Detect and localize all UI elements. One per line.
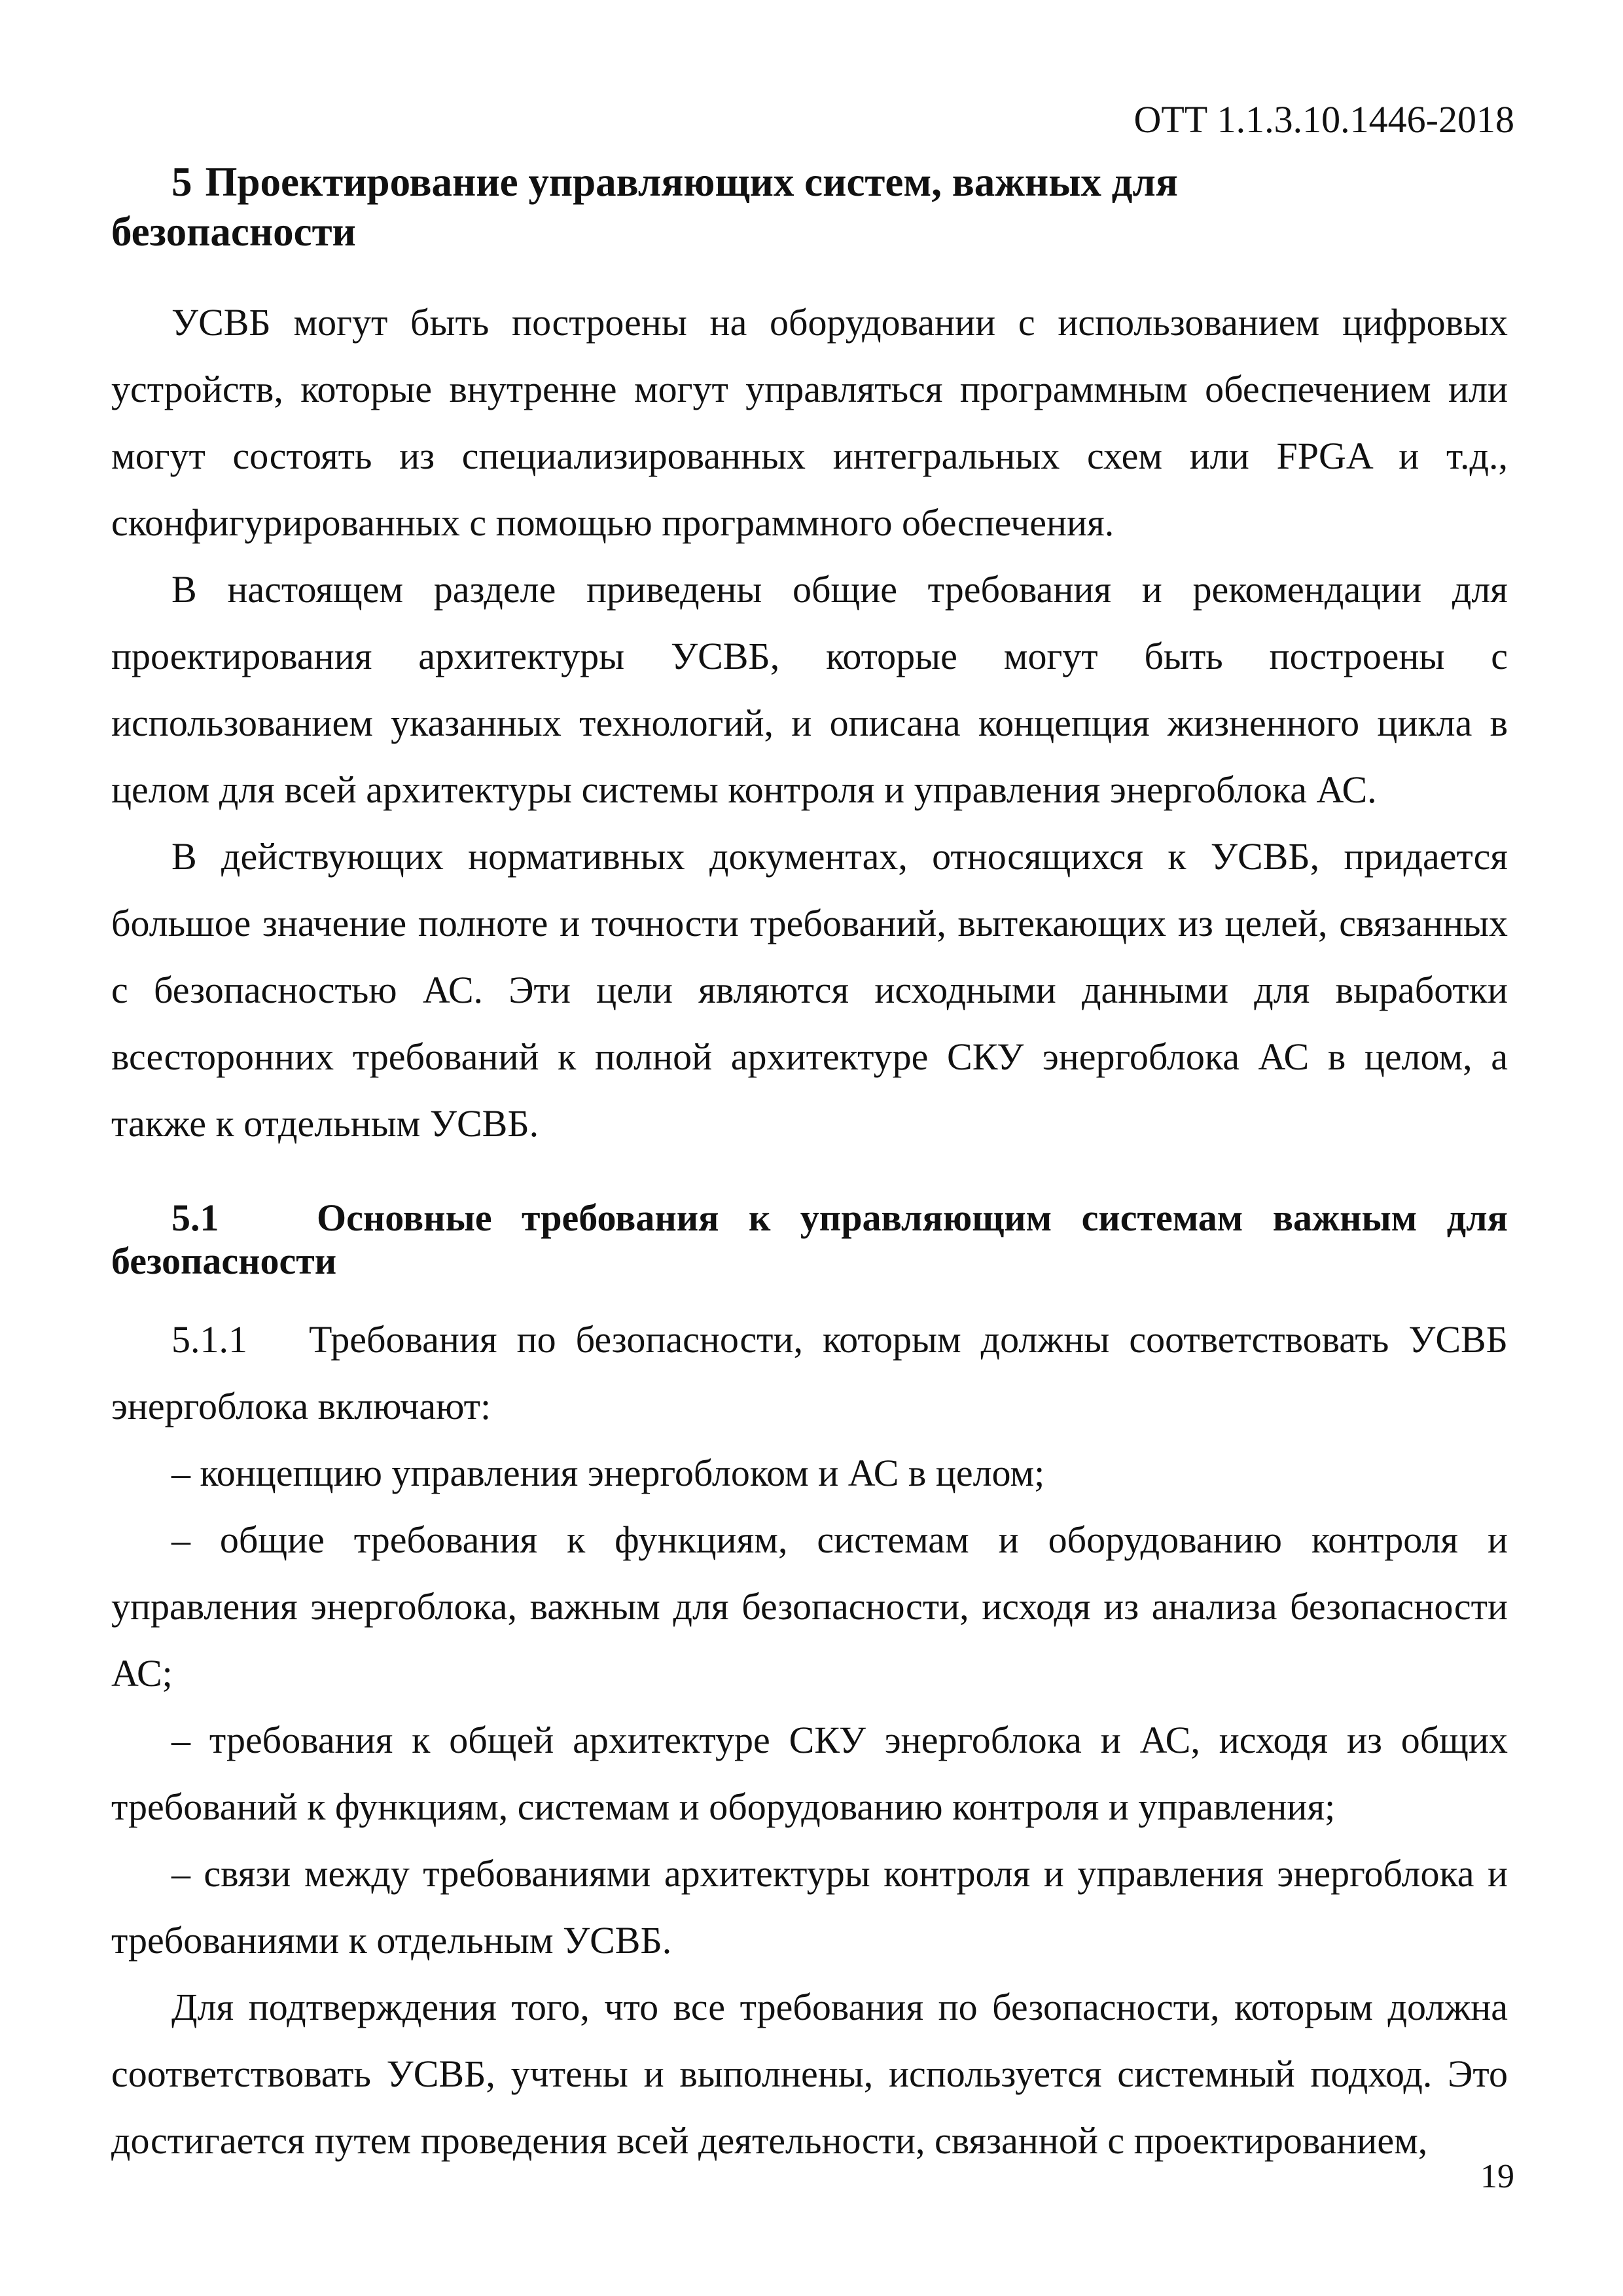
- section-title-line2: безопасности: [111, 209, 356, 255]
- page-number: 19: [1480, 2158, 1514, 2195]
- list-item: – требования к общей архитектуре СКУ энергоблока и АС, исходя из общих требований к функциям, системам и оборудованию контроля и управления;: [111, 1719, 1508, 1828]
- clause-paragraph: [111, 1306, 1508, 1440]
- subsection-title: Основные требования к управляющим системам важным для безопасности: [111, 1196, 1508, 1282]
- paragraph: В настоящем разделе приведены общие требования и рекомендации для проектирования архитектуры УСВБ, которые могут быть построены с использованием указанных технологий, и описана концепция жизненного цикла в целом для всей архитектуры системы контроля и управления энергоблока АС.: [111, 568, 1508, 811]
- document-code: ОТТ 1.1.3.10.1446-2018: [1133, 98, 1514, 141]
- clause-number: 5.1.1: [171, 1318, 247, 1361]
- section-number: 5: [171, 159, 192, 205]
- clause-text: Требования по безопасности, которым должны соответствовать УСВБ энергоблока включают:: [111, 1318, 1508, 1427]
- section-heading: [111, 157, 1508, 257]
- subsection-heading: [111, 1196, 1508, 1283]
- list-item: – связи между требованиями архитектуры контроля и управления энергоблока и требованиями к отдельным УСВБ.: [111, 1852, 1508, 1962]
- list-item: – общие требования к функциям, системам и оборудованию контроля и управления энергоблока, важным для безопасности, исходя из анализа безопасности АС;: [111, 1518, 1508, 1695]
- subsection-number: 5.1: [171, 1196, 219, 1239]
- section-title-line1: Проектирование управляющих систем, важных для: [205, 159, 1178, 205]
- list-item: – концепцию управления энергоблоком и АС в целом;: [171, 1452, 1045, 1494]
- paragraph: УСВБ могут быть построены на оборудовании с использованием цифровых устройств, которые внутренне могут управляться программным обеспечением или могут состоять из специализированных интегральных схем или FPGA и т.д., сконфигурированных с помощью программного обеспечения.: [111, 301, 1508, 544]
- closing-paragraph: Для подтверждения того, что все требования по безопасности, которым должна соответствовать УСВБ, учтены и выполнены, используется системный подход. Это достигается путем проведения всей деятельности, связанной с проектированием,: [111, 1986, 1508, 2162]
- paragraph: В действующих нормативных документах, относящихся к УСВБ, придается большое значение полноте и точности требований, вытекающих из целей, связанных с безопасностью АС. Эти цели являются исходными данными для выработки всесторонних требований к полной архитектуре СКУ энергоблока АС в целом, а также к отдельным УСВБ.: [111, 835, 1508, 1145]
- page-body: [111, 157, 1508, 2174]
